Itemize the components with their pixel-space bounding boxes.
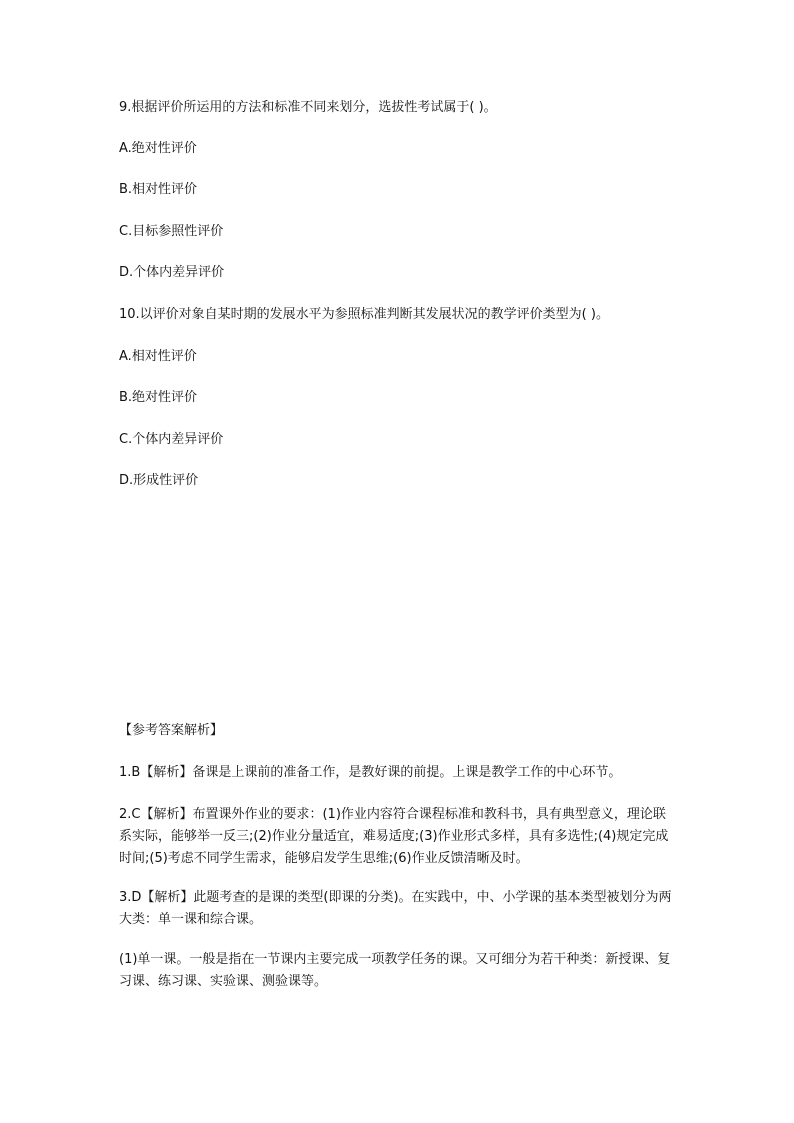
answers-heading: 【参考答案解析】 — [119, 723, 224, 738]
answer-item-2: 2.C【解析】布置课外作业的要求：(1)作业内容符合课程标准和教科书，具有典型意义，理论联系实际，能够举一反三;(2)作业分量适宜，难易适度;(3)作业形式多样，具有多选性;(4)规定完成时间;(5)考虑不同学生需求，能够启发学生思维;(6)作业反馈清晰及时。 — [119, 807, 669, 866]
question-10-stem: 10.以评价对象自某时期的发展水平为参照标准判断其发展状况的教学评价类型为( )。 — [119, 307, 609, 322]
answer-item-3: 3.D【解析】此题考查的是课的类型(即课的分类)。在实践中，中、小学课的基本类型被划分为两大类：单一课和综合课。 — [119, 890, 672, 927]
answer-item-3-detail: (1)单一课。一般是指在一节课内主要完成一项教学任务的课。又可细分为若干种类：新授课、复习课、练习课、实验课、测验课等。 — [119, 952, 671, 989]
question-9-option-a: A.绝对性评价 — [119, 141, 197, 156]
question-10-option-a: A.相对性评价 — [119, 349, 197, 364]
question-9-option-b: B.相对性评价 — [119, 182, 198, 197]
question-9-stem: 9.根据评价所运用的方法和标准不同来划分，选拔性考试属于( )。 — [119, 100, 497, 115]
question-9-option-c: C.目标参照性评价 — [119, 224, 224, 239]
question-10-option-c: C.个体内差异评价 — [119, 432, 224, 447]
question-10-option-d: D.形成性评价 — [119, 473, 199, 488]
question-9-option-d: D.个体内差异评价 — [119, 265, 225, 280]
question-10-option-b: B.绝对性评价 — [119, 390, 198, 405]
answer-item-1: 1.B【解析】备课是上课前的准备工作，是教好课的前提。上课是教学工作的中心环节。 — [119, 765, 622, 780]
